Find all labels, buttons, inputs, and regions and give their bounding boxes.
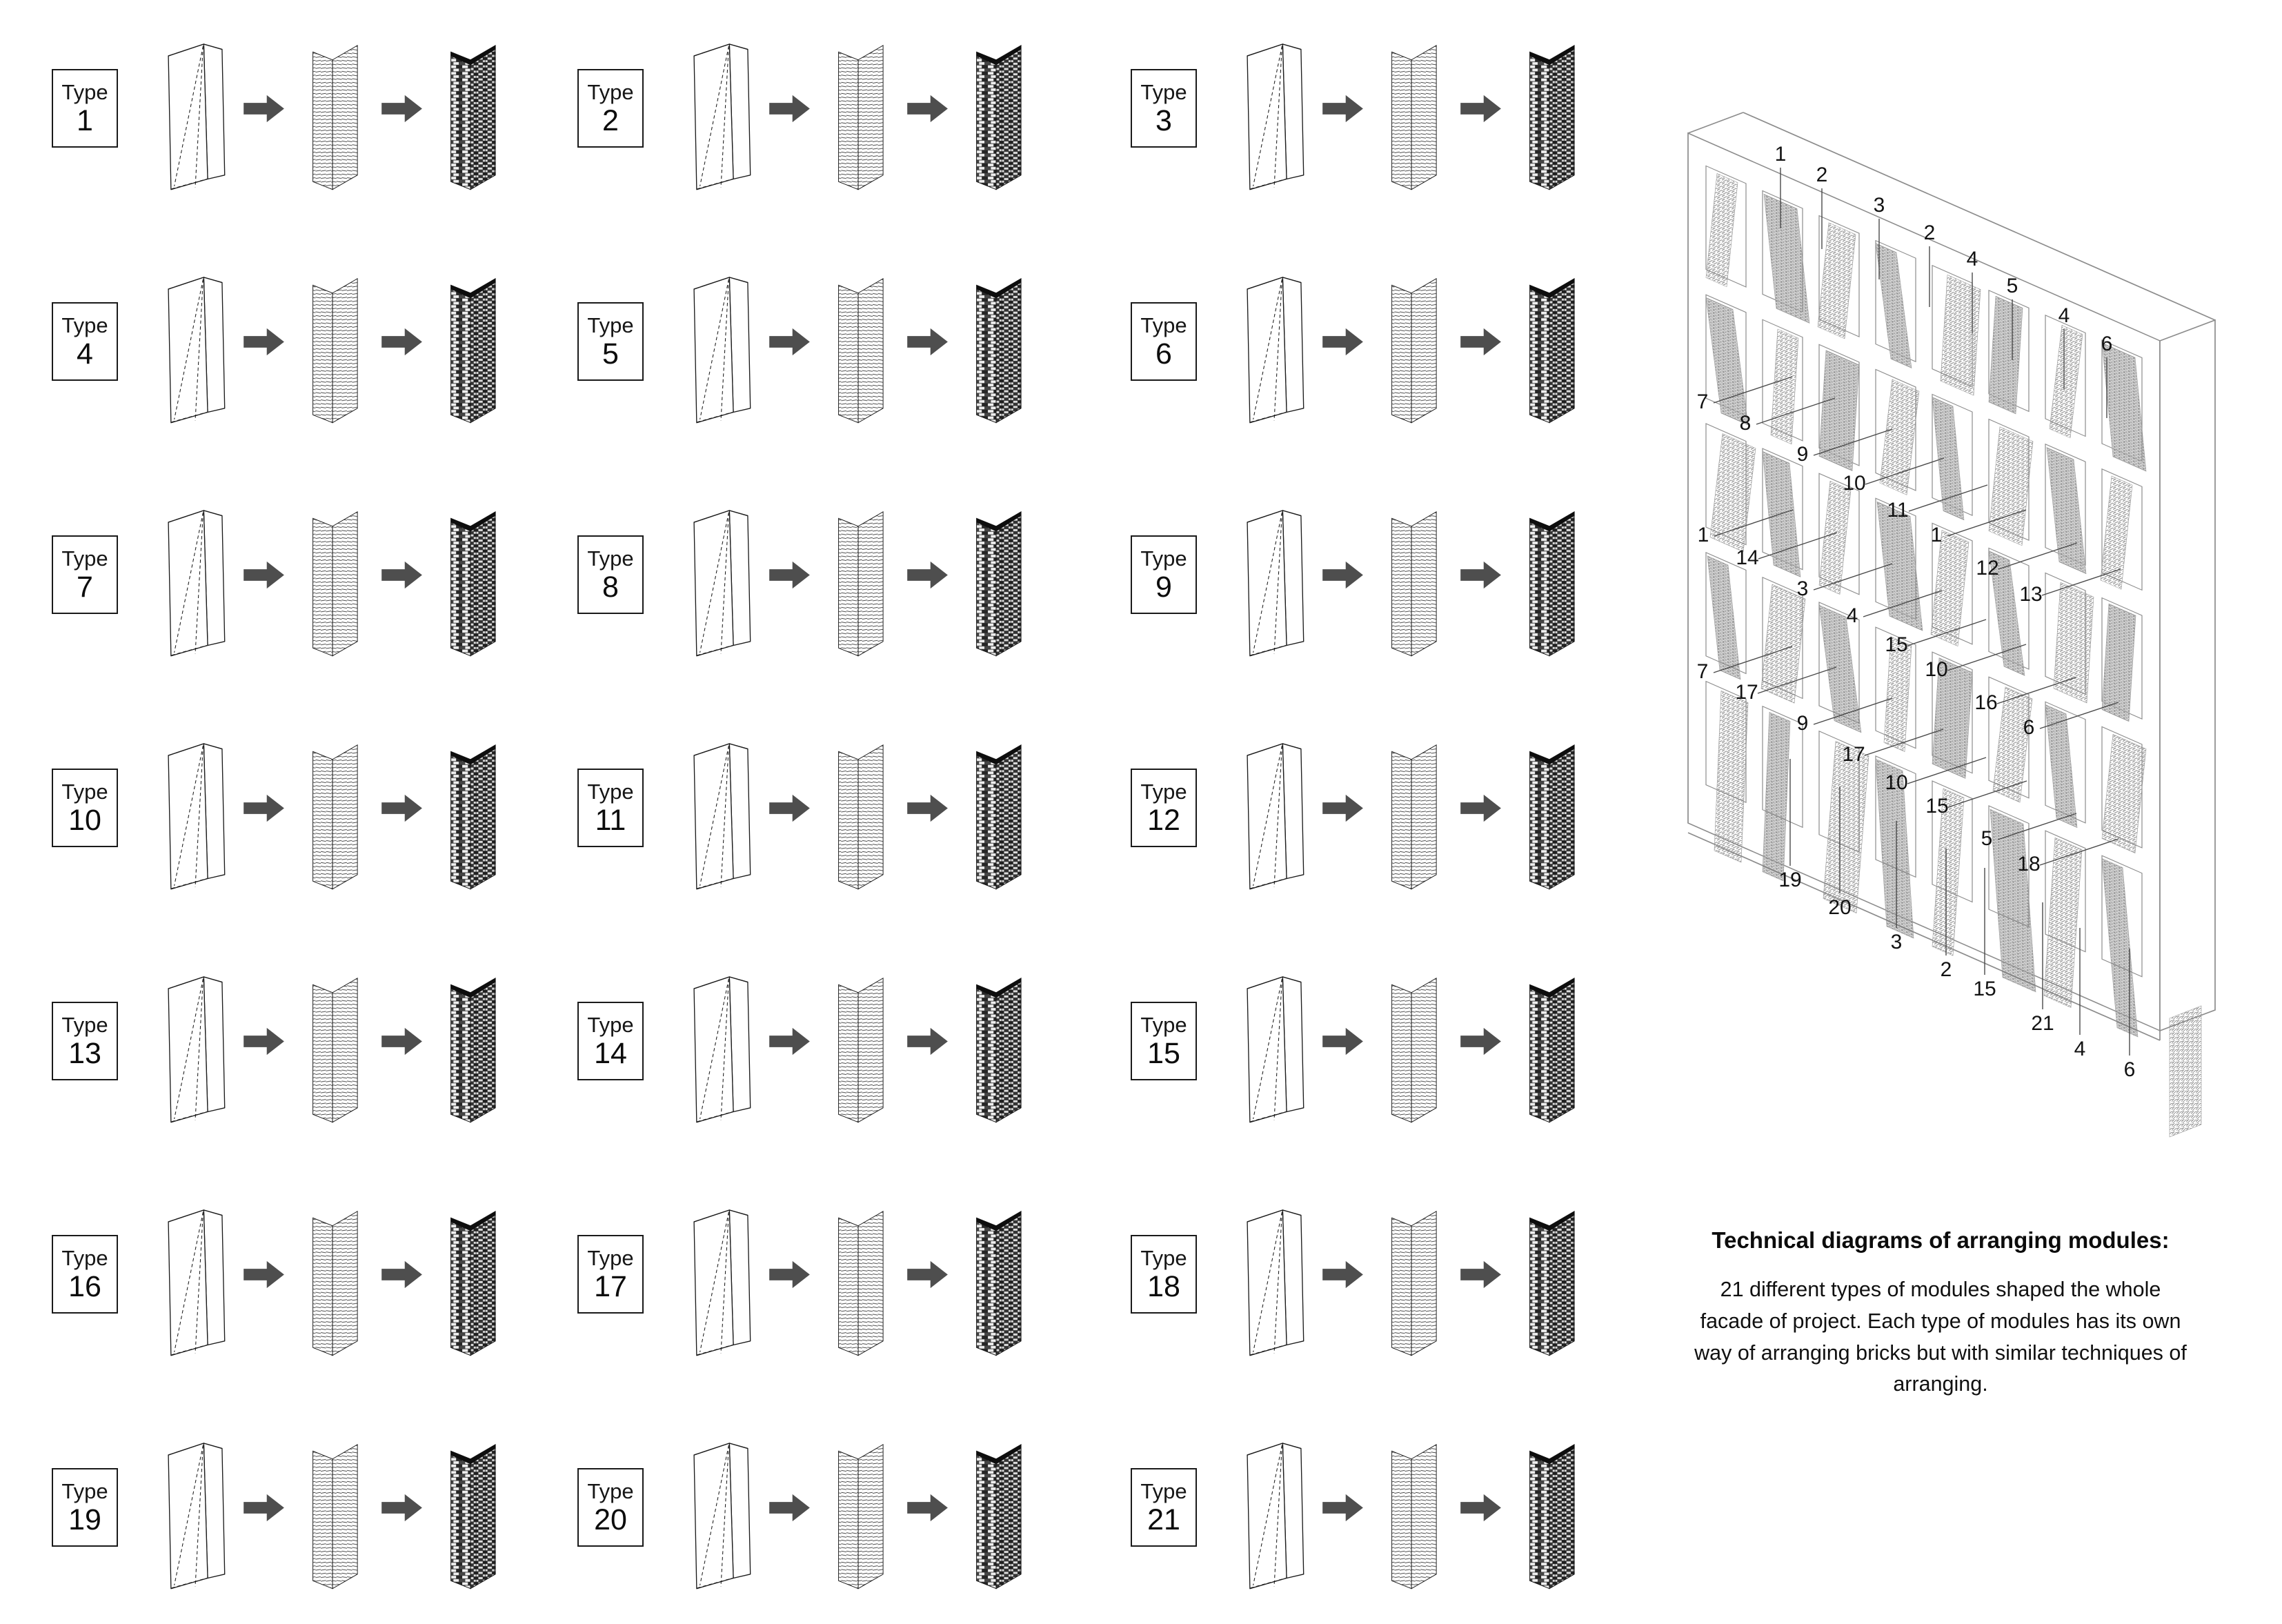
arrow-right-icon [1322, 95, 1364, 123]
facade-frame [1688, 133, 2160, 1047]
arrow-right-icon [769, 1260, 811, 1289]
module-brick-courses-diagram [1373, 725, 1451, 891]
module-type-label-box [577, 769, 644, 847]
arrow-right-icon [1460, 794, 1502, 822]
arrow-right-icon [1322, 794, 1364, 822]
svg-text:12: 12 [1976, 557, 1999, 580]
arrow-right-icon [244, 1027, 285, 1056]
wall-depth-edge [1688, 112, 1743, 133]
type-word: Type [61, 1012, 108, 1037]
arrow-right-icon [1460, 1494, 1502, 1522]
svg-text:4: 4 [1966, 248, 1978, 270]
module-type-label-box [577, 302, 644, 381]
module-brick-texture-diagram [1511, 725, 1589, 891]
arrow-right-icon [907, 561, 949, 589]
description-block [1691, 1227, 2190, 1400]
module-volume-wireframe [682, 725, 760, 891]
module-brick-courses-diagram [820, 725, 897, 891]
arrow-right-icon [769, 794, 811, 822]
module-brick-texture-diagram [1511, 958, 1589, 1124]
module-brick-texture-diagram [1511, 1425, 1589, 1590]
arrow-right-icon [769, 1027, 811, 1056]
module-brick-texture-diagram [1511, 259, 1589, 424]
module-brick-texture-diagram [433, 958, 510, 1124]
module-volume-wireframe [1236, 26, 1313, 191]
arrow-right-icon [244, 794, 285, 822]
arrow-right-icon [381, 95, 423, 123]
svg-text:17: 17 [1735, 681, 1758, 704]
module-entry-type-15 [1117, 924, 1578, 1158]
arrow-right-icon [244, 561, 285, 589]
facade-panel [2054, 580, 2094, 706]
arrow-right-icon [769, 328, 811, 356]
svg-text:4: 4 [2074, 1038, 2086, 1060]
module-volume-wireframe [157, 259, 234, 424]
type-number: 18 [1147, 1269, 1180, 1303]
module-brick-texture-diagram [958, 1191, 1035, 1357]
module-type-label-box [1131, 769, 1197, 847]
arrow-right-icon [907, 1494, 949, 1522]
type-number: 4 [77, 337, 93, 370]
arrow-right-icon [381, 328, 423, 356]
module-brick-courses-diagram [1373, 1425, 1451, 1590]
arrow-right-icon [244, 1260, 285, 1289]
description-body: 21 different types of modules shaped the whole facade of project. Each type of modules has its own way of arranging bricks but with similar techniques of arranging. [1694, 1278, 2187, 1396]
module-volume-wireframe [682, 1425, 760, 1590]
svg-text:1: 1 [1774, 143, 1787, 166]
type-number: 9 [1155, 570, 1172, 604]
svg-text:9: 9 [1796, 443, 1809, 466]
module-entry-type-14 [564, 924, 1117, 1158]
arrow-right-icon [769, 561, 811, 589]
type-number: 16 [68, 1269, 101, 1303]
module-volume-wireframe [1236, 1191, 1313, 1357]
type-word: Type [1140, 79, 1187, 104]
module-type-grid [38, 0, 1578, 1624]
module-entry-type-7 [38, 458, 564, 691]
module-volume-wireframe [157, 1191, 234, 1357]
module-entry-type-2 [564, 0, 1117, 225]
module-type-label-box [52, 1002, 118, 1080]
module-entry-type-19 [38, 1391, 564, 1624]
type-word: Type [1140, 1478, 1187, 1503]
module-brick-texture-diagram [958, 958, 1035, 1124]
module-brick-courses-diagram [295, 26, 372, 191]
svg-text:11: 11 [1887, 499, 1909, 522]
module-entry-type-10 [38, 691, 564, 924]
arrow-right-icon [381, 1260, 423, 1289]
type-word: Type [587, 779, 634, 804]
module-brick-courses-diagram [1373, 958, 1451, 1124]
type-word: Type [61, 1478, 108, 1503]
svg-text:10: 10 [1925, 658, 1948, 681]
module-volume-wireframe [682, 1191, 760, 1357]
svg-text:6: 6 [2023, 716, 2035, 739]
module-entry-type-1 [38, 0, 564, 225]
module-brick-texture-diagram [958, 26, 1035, 191]
svg-text:3: 3 [1796, 577, 1809, 600]
module-type-label-box [52, 535, 118, 614]
module-type-label-box [52, 769, 118, 847]
module-brick-texture-diagram [433, 1425, 510, 1590]
module-type-label-box [1131, 535, 1197, 614]
svg-text:4: 4 [1846, 604, 1858, 627]
type-number: 3 [1155, 103, 1172, 137]
arrow-right-icon [1460, 95, 1502, 123]
module-type-label-box [52, 302, 118, 381]
svg-text:20: 20 [1828, 896, 1852, 919]
svg-text:15: 15 [1973, 978, 1996, 1000]
svg-text:6: 6 [2101, 333, 2113, 355]
module-brick-courses-diagram [1373, 492, 1451, 657]
type-word: Type [61, 313, 108, 337]
module-entry-type-18 [1117, 1158, 1578, 1391]
arrow-right-icon [1322, 328, 1364, 356]
module-entry-type-13 [38, 924, 564, 1158]
module-brick-texture-diagram [433, 26, 510, 191]
module-entry-type-4 [38, 225, 564, 458]
module-entry-type-5 [564, 225, 1117, 458]
module-type-label-box [577, 1468, 644, 1547]
module-volume-wireframe [157, 26, 234, 191]
type-word: Type [61, 79, 108, 104]
module-entry-type-20 [564, 1391, 1117, 1624]
facade-panel [1941, 272, 1981, 399]
svg-text:2: 2 [1816, 164, 1828, 186]
arrow-right-icon [381, 561, 423, 589]
type-number: 7 [77, 570, 93, 604]
module-type-label-box [577, 1002, 644, 1080]
svg-text:2: 2 [1940, 958, 1952, 981]
type-word: Type [1140, 1245, 1187, 1270]
svg-text:4: 4 [2058, 304, 2070, 327]
arrow-right-icon [381, 1027, 423, 1056]
facade-panel [1819, 347, 1859, 474]
module-type-label-box [577, 69, 644, 148]
type-number: 12 [1147, 803, 1180, 837]
module-entry-type-8 [564, 458, 1117, 691]
module-brick-texture-diagram [1511, 492, 1589, 657]
module-brick-texture-diagram [1511, 26, 1589, 191]
arrow-right-icon [1460, 1260, 1502, 1289]
type-number: 1 [77, 103, 93, 137]
module-brick-courses-diagram [820, 958, 897, 1124]
type-word: Type [1140, 1012, 1187, 1037]
arrow-right-icon [907, 1260, 949, 1289]
svg-text:10: 10 [1843, 472, 1866, 495]
module-brick-courses-diagram [295, 958, 372, 1124]
type-number: 15 [1147, 1036, 1180, 1070]
arrow-right-icon [244, 95, 285, 123]
svg-text:1: 1 [1930, 524, 1943, 546]
arrow-right-icon [244, 1494, 285, 1522]
module-brick-courses-diagram [820, 492, 897, 657]
svg-text:1: 1 [1697, 524, 1709, 546]
svg-text:21: 21 [2031, 1012, 2054, 1035]
module-type-label-box [52, 1235, 118, 1314]
type-word: Type [587, 313, 634, 337]
module-entry-type-9 [1117, 458, 1578, 691]
type-number: 17 [594, 1269, 627, 1303]
module-volume-wireframe [682, 259, 760, 424]
module-type-label-box [1131, 1235, 1197, 1314]
arrow-right-icon [1322, 1027, 1364, 1056]
type-number: 19 [68, 1503, 101, 1536]
type-number: 20 [594, 1503, 627, 1536]
module-entry-type-3 [1117, 0, 1578, 225]
type-number: 5 [602, 337, 619, 370]
type-number: 2 [602, 103, 619, 137]
arrow-right-icon [1322, 1494, 1364, 1522]
arrow-right-icon [244, 328, 285, 356]
svg-text:6: 6 [2123, 1058, 2136, 1081]
module-brick-courses-diagram [820, 1425, 897, 1590]
module-type-label-box [52, 69, 118, 148]
module-volume-wireframe [682, 958, 760, 1124]
module-volume-wireframe [1236, 958, 1313, 1124]
module-entry-type-17 [564, 1158, 1117, 1391]
module-entry-type-6 [1117, 225, 1578, 458]
type-number: 14 [594, 1036, 627, 1070]
type-word: Type [61, 1245, 108, 1270]
module-volume-wireframe [682, 492, 760, 657]
module-brick-courses-diagram [295, 1191, 372, 1357]
svg-text:3: 3 [1873, 194, 1885, 217]
svg-text:5: 5 [2006, 275, 2018, 297]
module-type-label-box [52, 1468, 118, 1547]
module-volume-wireframe [1236, 725, 1313, 891]
svg-text:7: 7 [1696, 660, 1709, 683]
svg-text:10: 10 [1885, 771, 1908, 794]
svg-text:16: 16 [1974, 691, 1998, 714]
facade-axonometric-diagram [1621, 97, 2282, 1173]
module-type-label-box [1131, 302, 1197, 381]
svg-text:3: 3 [1890, 931, 1903, 953]
arrow-right-icon [1460, 1027, 1502, 1056]
type-word: Type [587, 79, 634, 104]
description-title: Technical diagrams of arranging modules: [1712, 1227, 2170, 1253]
module-type-label-box [577, 535, 644, 614]
module-brick-courses-diagram [820, 259, 897, 424]
type-word: Type [1140, 546, 1187, 571]
type-word: Type [61, 779, 108, 804]
module-brick-courses-diagram [1373, 26, 1451, 191]
module-brick-courses-diagram [295, 492, 372, 657]
arrow-right-icon [907, 1027, 949, 1056]
module-volume-wireframe [157, 725, 234, 891]
module-entry-type-21 [1117, 1391, 1578, 1624]
module-type-label-box [1131, 1468, 1197, 1547]
module-volume-wireframe [157, 1425, 234, 1590]
module-brick-texture-diagram [958, 1425, 1035, 1590]
arrow-right-icon [907, 328, 949, 356]
svg-text:13: 13 [2019, 583, 2043, 606]
module-volume-wireframe [1236, 492, 1313, 657]
type-number: 21 [1147, 1503, 1180, 1536]
module-brick-courses-diagram [295, 259, 372, 424]
module-brick-texture-diagram [958, 259, 1035, 424]
arrow-right-icon [381, 1494, 423, 1522]
module-volume-wireframe [682, 26, 760, 191]
module-brick-courses-diagram [820, 26, 897, 191]
arrow-right-icon [907, 794, 949, 822]
svg-text:15: 15 [1925, 795, 1949, 818]
module-brick-courses-diagram [820, 1191, 897, 1357]
type-number: 13 [68, 1036, 101, 1070]
module-brick-courses-diagram [295, 1425, 372, 1590]
module-entry-type-12 [1117, 691, 1578, 924]
module-volume-wireframe [1236, 1425, 1313, 1590]
type-word: Type [587, 1012, 634, 1037]
arrow-right-icon [1460, 561, 1502, 589]
svg-text:9: 9 [1796, 712, 1809, 735]
module-type-label-box [1131, 69, 1197, 148]
module-entry-type-16 [38, 1158, 564, 1391]
arrow-right-icon [381, 794, 423, 822]
type-word: Type [587, 546, 634, 571]
type-number: 8 [602, 570, 619, 604]
arrow-right-icon [1322, 561, 1364, 589]
type-number: 6 [1155, 337, 1172, 370]
module-brick-courses-diagram [1373, 1191, 1451, 1357]
module-volume-wireframe [157, 492, 234, 657]
module-brick-texture-diagram [433, 725, 510, 891]
type-word: Type [1140, 779, 1187, 804]
module-type-label-box [1131, 1002, 1197, 1080]
facade-panel [2170, 1006, 2201, 1137]
arrow-right-icon [1460, 328, 1502, 356]
svg-text:19: 19 [1778, 869, 1802, 891]
svg-text:7: 7 [1696, 390, 1709, 413]
module-type-label-box [577, 1235, 644, 1314]
type-word: Type [587, 1478, 634, 1503]
arrow-right-icon [907, 95, 949, 123]
type-number: 11 [595, 803, 626, 837]
module-brick-texture-diagram [958, 492, 1035, 657]
svg-text:17: 17 [1842, 743, 1865, 766]
arrow-right-icon [769, 1494, 811, 1522]
arrow-right-icon [1322, 1260, 1364, 1289]
svg-text:15: 15 [1885, 633, 1908, 656]
module-volume-wireframe [1236, 259, 1313, 424]
module-brick-texture-diagram [958, 725, 1035, 891]
module-brick-courses-diagram [295, 725, 372, 891]
svg-text:14: 14 [1736, 546, 1759, 569]
facade-return-wall [2160, 320, 2215, 1031]
module-brick-texture-diagram [433, 259, 510, 424]
module-brick-texture-diagram [433, 1191, 510, 1357]
svg-text:5: 5 [1981, 827, 1993, 850]
module-brick-texture-diagram [1511, 1191, 1589, 1357]
module-brick-texture-diagram [433, 492, 510, 657]
svg-text:2: 2 [1923, 221, 1936, 244]
type-number: 10 [68, 803, 101, 837]
svg-text:8: 8 [1739, 412, 1752, 435]
arrow-right-icon [769, 95, 811, 123]
type-word: Type [1140, 313, 1187, 337]
module-brick-courses-diagram [1373, 259, 1451, 424]
type-word: Type [61, 546, 108, 571]
module-entry-type-11 [564, 691, 1117, 924]
module-volume-wireframe [157, 958, 234, 1124]
svg-text:18: 18 [2017, 853, 2041, 875]
type-word: Type [587, 1245, 634, 1270]
